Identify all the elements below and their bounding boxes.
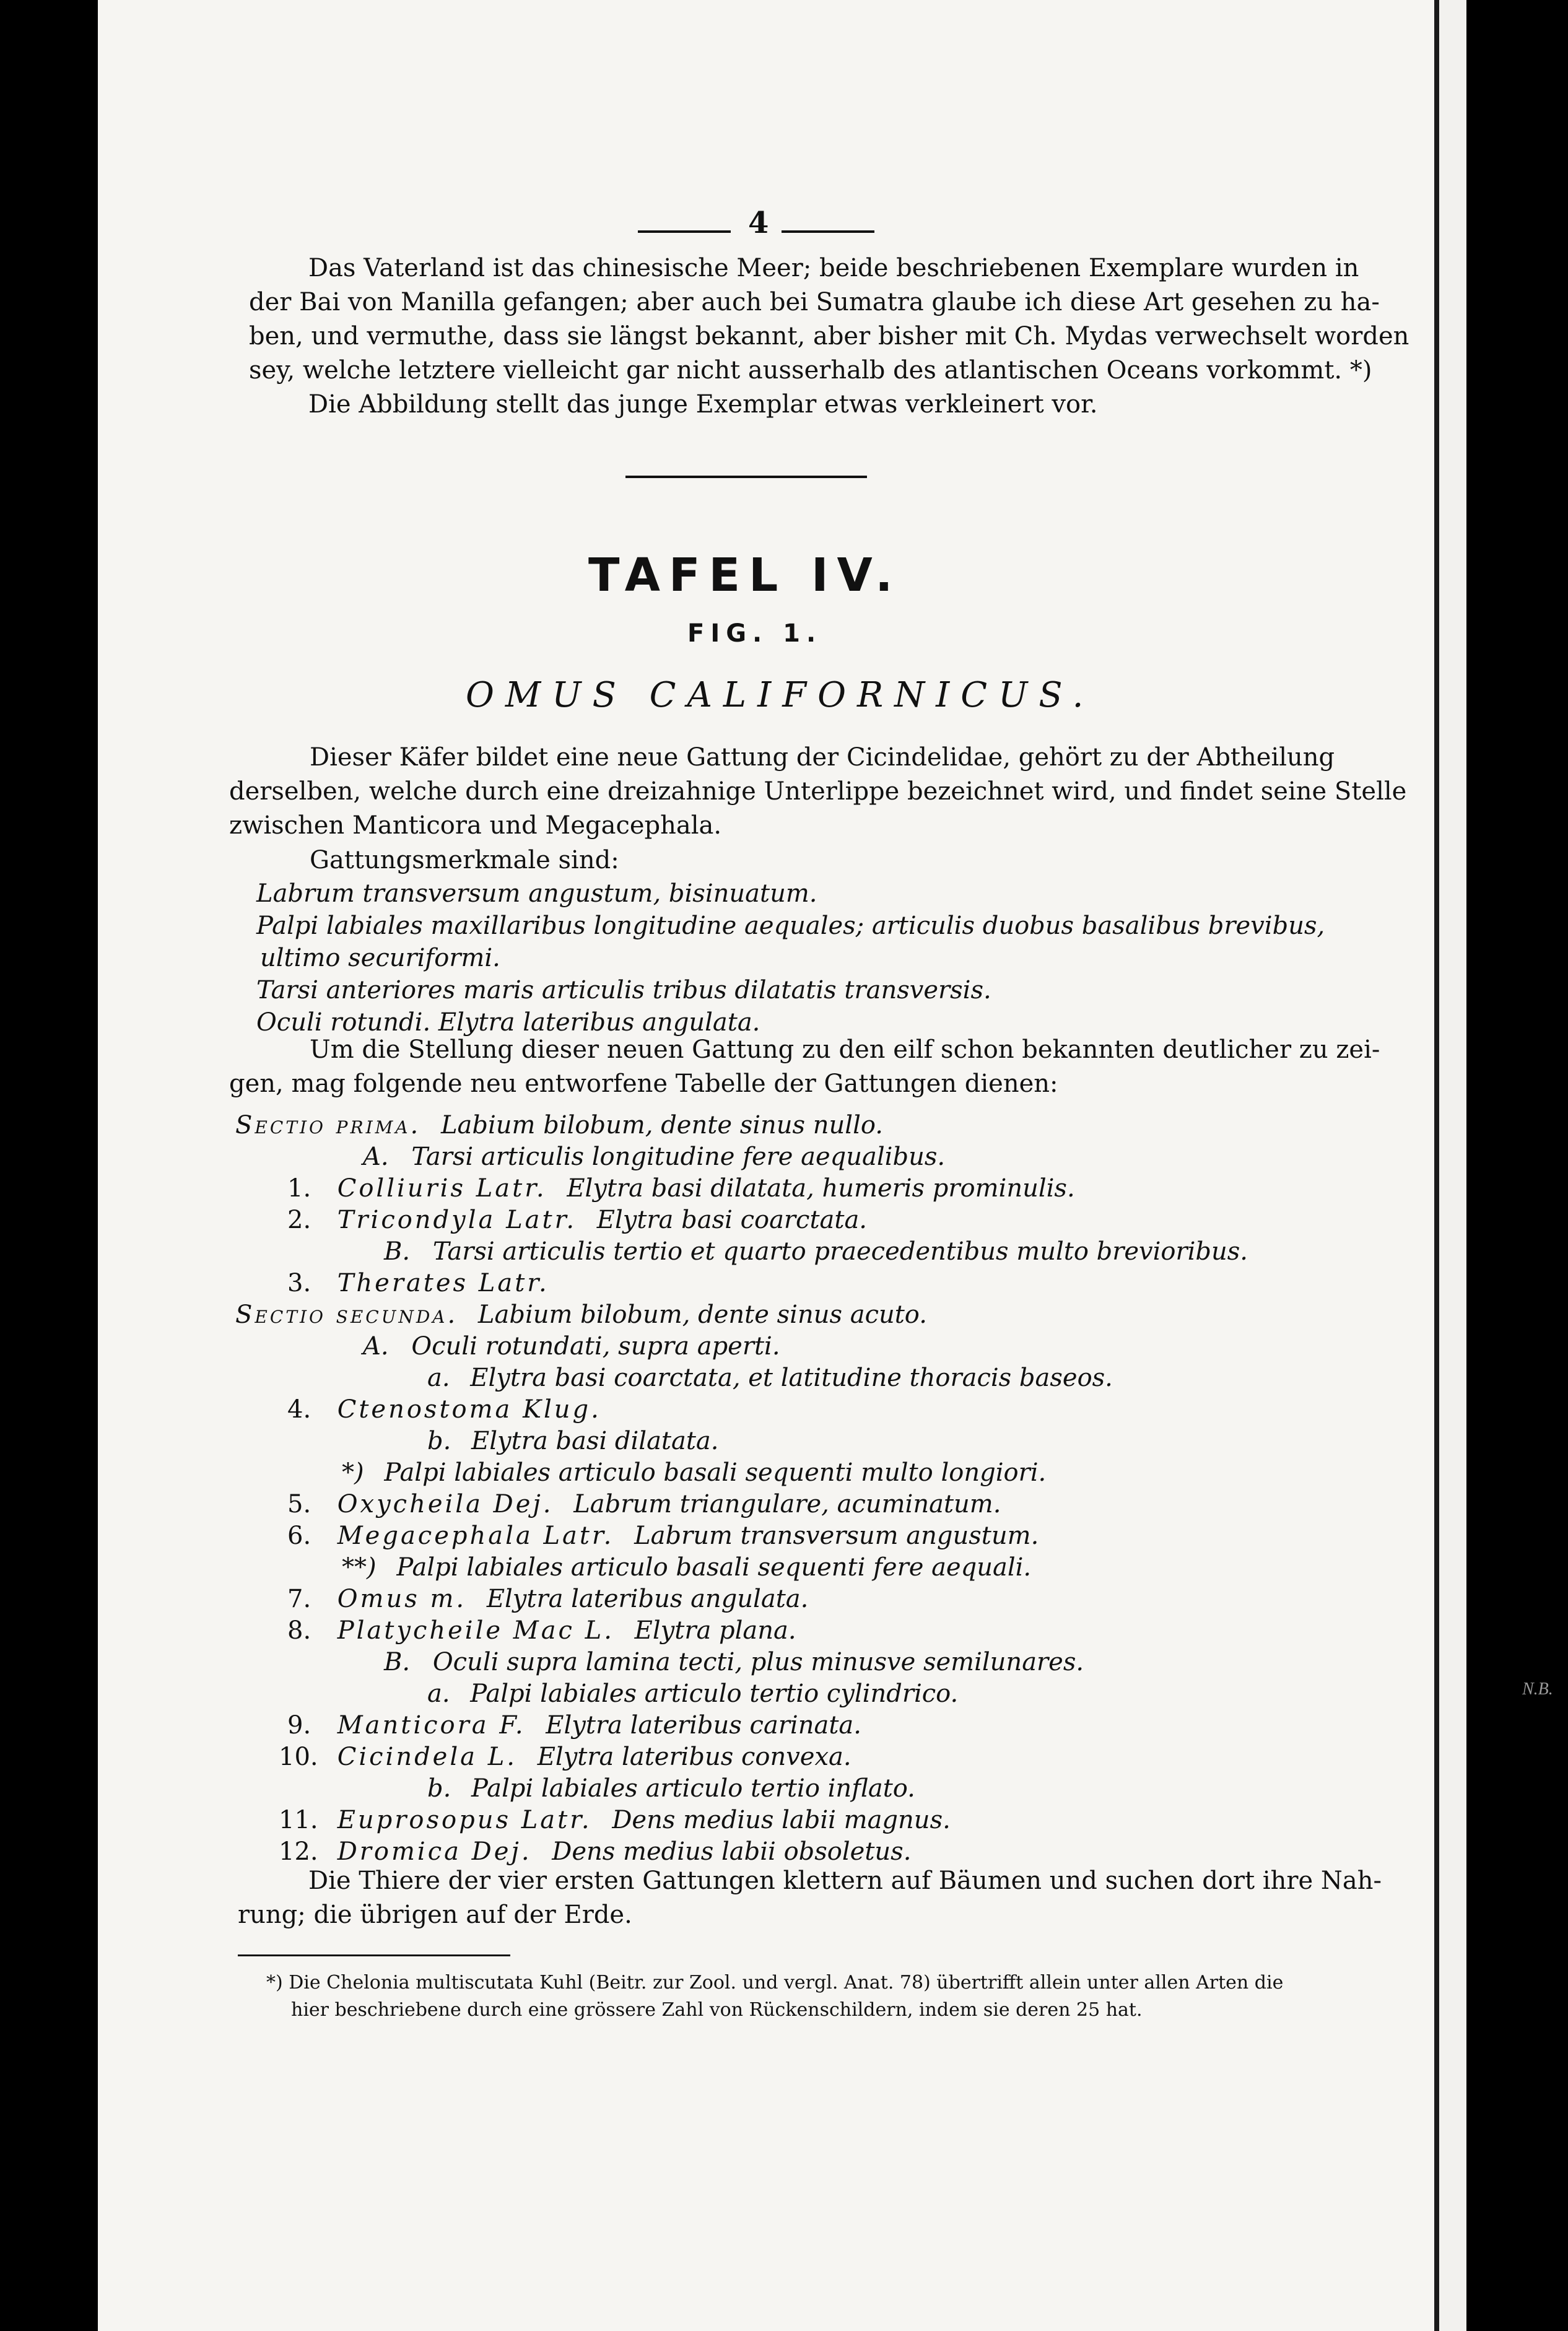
table-row-label: Euprosopus Latr. [337,1806,592,1834]
table-row-number: 9. [287,1711,311,1740]
character-line: Labrum transversum angustum, bisinuatum. [256,879,817,908]
table-row-label: a. [427,1680,450,1708]
table-row-text: Oculi supra lamina tecti, plus minusve semilunares. [432,1648,1084,1676]
table-row-label: **) [342,1553,377,1582]
table-row-number: 11. [279,1806,318,1834]
table-row [287,1205,867,1235]
table-row-number: 6. [287,1522,311,1550]
table-row [287,1710,861,1741]
closing-line: Die Thiere der vier ersten Gattungen klettern auf Bäumen und suchen dort ihre Nah- [308,1867,1382,1895]
table-row-number: 3. [287,1269,311,1297]
table-row [287,1173,1075,1204]
closing-line: rung; die übrigen auf der Erde. [238,1901,632,1929]
table-row-text: Elytra lateribus convexa. [537,1743,852,1771]
adjacent-page-text: N.B. [1522,1680,1553,1699]
table-row [342,1552,1031,1583]
table-row [279,1805,951,1836]
table-row [287,1520,1039,1551]
table-row-text: Labrum transversum angustum. [634,1522,1039,1550]
footnote-line: hier beschriebene durch eine grössere Zahl von Rückenschildern, indem sie deren 25 hat. [291,1999,1143,2021]
intro-line: Die Abbildung stellt das junge Exemplar etwas verkleinert vor. [308,390,1098,419]
table-row-text: Elytra basi coarctata, et latitudine thoracis baseos. [470,1364,1113,1392]
table-row-text: Elytra basi coarctata. [596,1206,868,1234]
figure-label: FIG. 1. [687,619,822,648]
table-row [342,1457,1046,1488]
table-row-number: 2. [287,1206,311,1234]
table-row-text: Dens medius labii obsoletus. [552,1837,912,1866]
table-row [287,1489,1001,1520]
page-number-row [638,206,886,249]
table-row-label: Colliuris Latr. [337,1174,547,1203]
table-row-text: Labium bilobum, dente sinus nullo. [440,1111,883,1139]
closing-paragraph [238,1864,1382,1932]
table-row-label: Sectio prima. [235,1111,421,1139]
table-row-text: Labrum triangulare, acuminatum. [573,1490,1001,1518]
description-line: zwischen Manticora und Megacephala. [229,811,722,840]
table-row-text: Labium bilobum, dente sinus acuto. [477,1301,927,1329]
table-row-text: Palpi labiales articulo tertio inflato. [471,1774,915,1803]
table-row-label: Platycheile Mac L. [337,1616,614,1645]
table-row-label: Omus m. [337,1585,467,1613]
table-row [427,1362,1113,1393]
table-row [279,1836,911,1867]
table-row-label: B. [384,1237,411,1266]
description-paragraph [229,741,1407,843]
table-row-label: Cicindela L. [337,1743,517,1771]
table-row-text: Elytra basi dilatata, humeris prominulis. [567,1174,1075,1203]
page-number-rule-right [782,230,874,233]
description-line: derselben, welche durch eine dreizahnige Unterlippe bezeichnet wird, und findet seine Stelle [229,777,1407,806]
table-row [363,1331,780,1362]
table-row-label: *) [342,1458,364,1487]
intro-line: Das Vaterland ist das chinesische Meer; beide beschriebenen Exemplare wurden in [308,254,1359,282]
table-intro-paragraph [229,1033,1380,1101]
table-row-text: Tarsi articulis tertio et quarto praecedentibus multo brevioribus. [432,1237,1248,1266]
table-row-text: Palpi labiales articulo basali sequenti fere aequali. [396,1553,1032,1582]
table-row [235,1110,883,1141]
page-number-rule-left [638,230,731,233]
table-intro-line: Um die Stellung dieser neuen Gattung zu den eilf schon bekannten deutlicher zu zei- [310,1035,1380,1064]
intro-line: sey, welche letztere vielleicht gar nicht ausserhalb des atlantischen Oceans vorkommt. *) [249,356,1372,385]
table-row [384,1236,1248,1267]
table-row-label: Tricondyla Latr. [337,1206,577,1234]
table-row-number: 7. [287,1585,311,1613]
table-row-number: 1. [287,1174,311,1203]
table-row [384,1647,1084,1678]
table-row [287,1394,601,1425]
table-row-text: Elytra lateribus carinata. [546,1711,861,1740]
table-row [427,1773,915,1804]
table-row-label: b. [427,1774,451,1803]
character-line: ultimo securiformi. [260,944,500,972]
table-row-label: Manticora F. [337,1711,526,1740]
description-line: Dieser Käfer bildet eine neue Gattung der Cicindelidae, gehört zu der Abtheilung [310,743,1335,772]
table-row [235,1299,927,1330]
table-row-label: Dromica Dej. [337,1837,532,1866]
table-row-number: 12. [279,1837,318,1866]
page-number: 4 [748,206,769,240]
species-title: OMUS CALIFORNICUS. [466,675,1095,715]
character-line: Tarsi anteriores maris articulis tribus dilatatis transversis. [256,976,991,1004]
table-row-label: Therates Latr. [337,1269,549,1297]
table-row-label: A. [363,1332,389,1361]
footnote-line: *) Die Chelonia multiscutata Kuhl (Beitr. zur Zool. und vergl. Anat. 78) übertrifft allein unter allen Arten die [266,1972,1284,1993]
table-row-text: Elytra basi dilatata. [471,1427,719,1455]
table-row [427,1678,958,1709]
intro-paragraph [249,251,1409,422]
plate-title: TAFEL IV. [588,549,902,602]
characters-heading: Gattungsmerkmale sind: [310,846,619,874]
table-row-text: Palpi labiales articulo tertio cylindrico. [470,1680,959,1708]
table-row-label: b. [427,1427,451,1455]
section-separator [625,476,867,478]
footnote-rule [238,1954,510,1956]
table-row-text: Palpi labiales articulo basali sequenti multo longiori. [384,1458,1047,1487]
table-row-label: Sectio secunda. [235,1301,458,1329]
intro-line: der Bai von Manilla gefangen; aber auch bei Sumatra glaube ich diese Art gesehen zu ha- [249,288,1380,316]
table-row-text: Elytra lateribus angulata. [486,1585,809,1613]
table-row-text: Tarsi articulis longitudine fere aequalibus. [411,1143,946,1171]
table-row-number: 4. [287,1395,311,1424]
character-line: Palpi labiales maxillaribus longitudine aequales; articulis duobus basalibus brevibus, [256,912,1325,940]
character-line: Oculi rotundi. Elytra lateribus angulata. [256,1008,760,1037]
table-row [427,1426,718,1457]
table-row-number: 5. [287,1490,311,1518]
intro-line: ben, und vermuthe, dass sie längst bekannt, aber bisher mit Ch. Mydas verwechselt worden [249,322,1409,351]
table-row [279,1741,852,1772]
table-row-label: B. [384,1648,411,1676]
table-row-number: 10. [279,1743,318,1771]
table-row [287,1268,549,1299]
table-row [287,1615,796,1646]
table-row-label: a. [427,1364,450,1392]
table-row-label: A. [363,1143,389,1171]
table-row [287,1584,808,1614]
table-row [363,1141,945,1172]
table-row-text: Elytra plana. [634,1616,796,1645]
table-row-label: Oxycheila Dej. [337,1490,554,1518]
table-intro-line: gen, mag folgende neu entworfene Tabelle der Gattungen dienen: [229,1070,1058,1098]
table-row-text: Oculi rotundati, supra aperti. [411,1332,780,1361]
table-row-number: 8. [287,1616,311,1645]
table-row-label: Megacephala Latr. [337,1522,614,1550]
table-row-label: Ctenostoma Klug. [337,1395,601,1424]
table-row-text: Dens medius labii magnus. [612,1806,951,1834]
